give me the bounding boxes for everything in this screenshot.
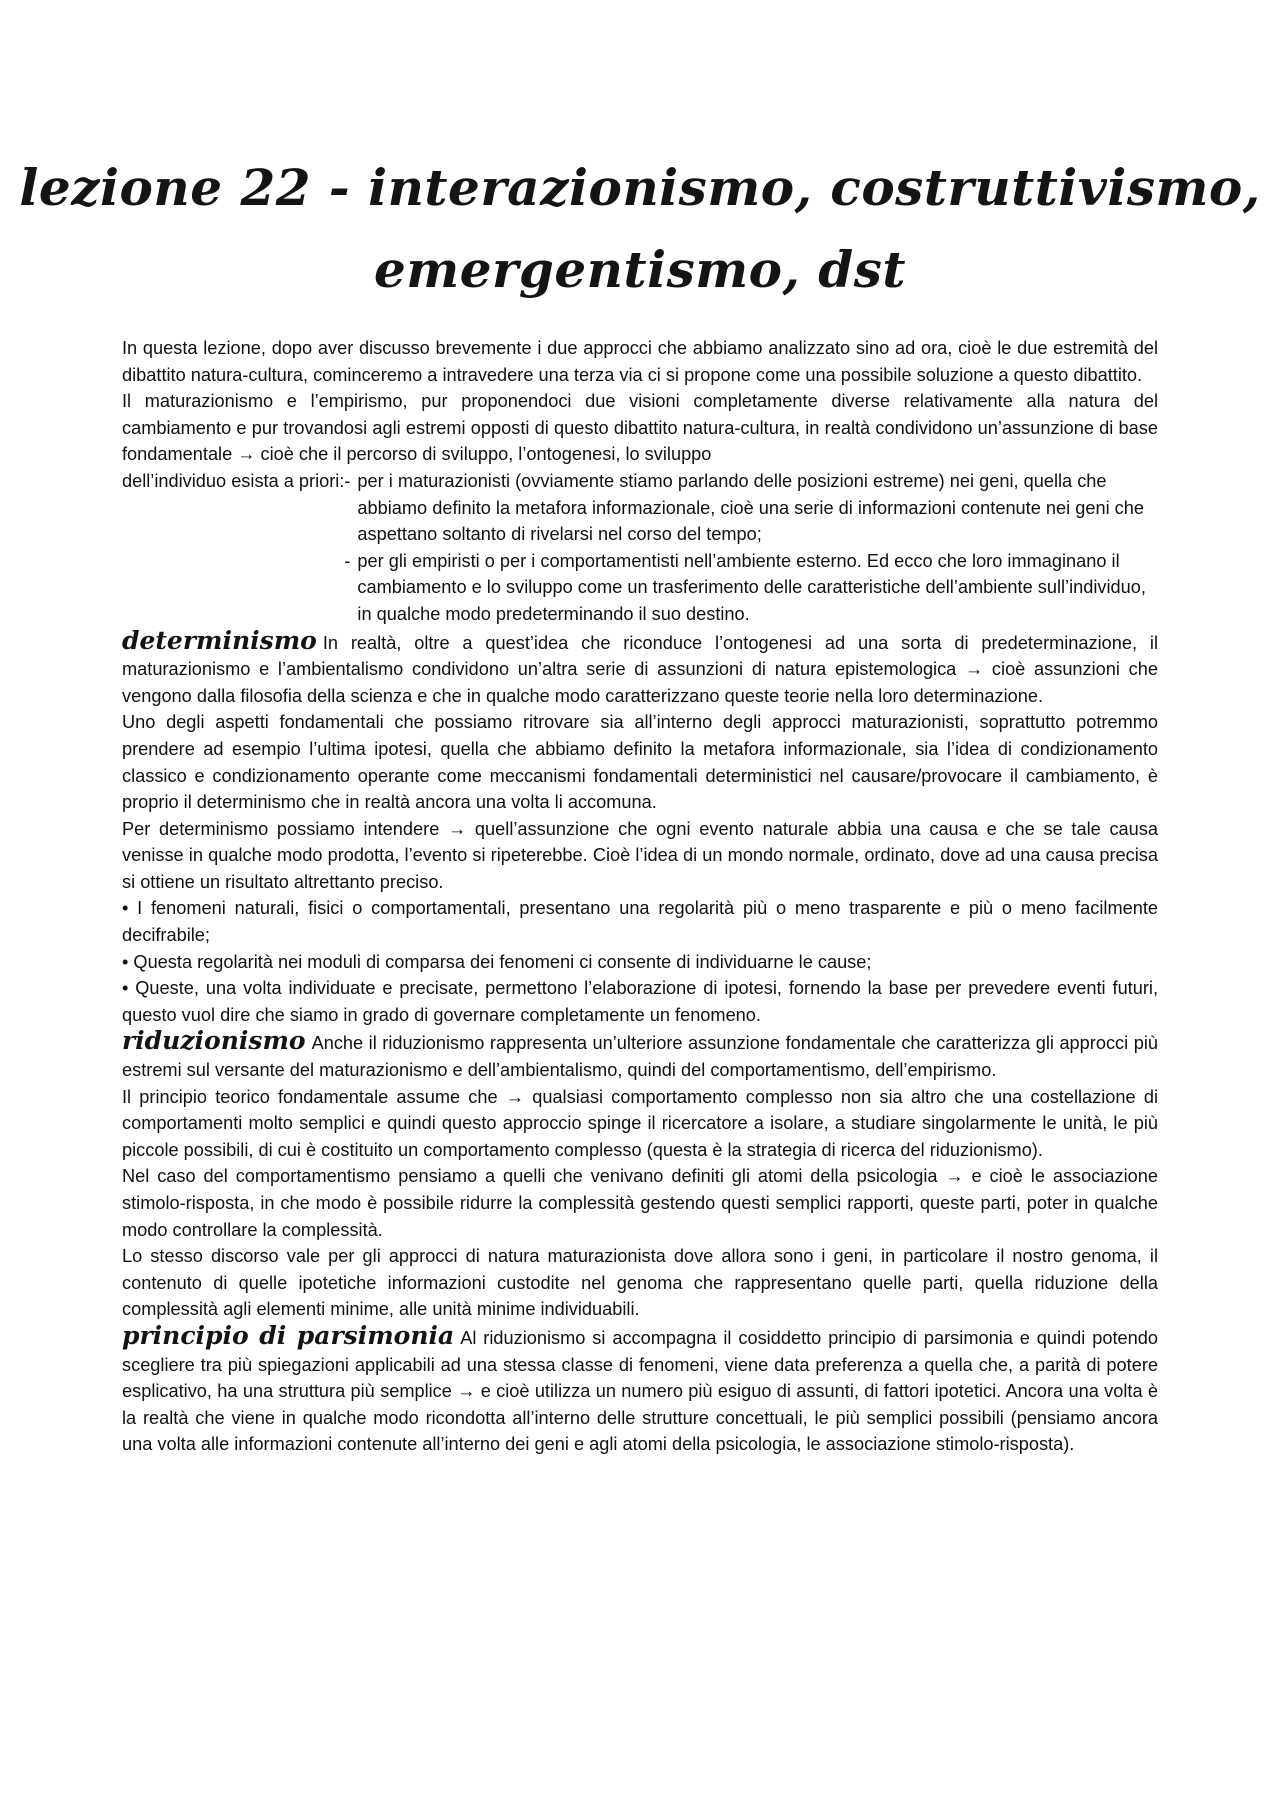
dash-marker: - (344, 550, 351, 571)
list-item (344, 548, 1158, 628)
riduzionismo-section (122, 1028, 1158, 1083)
list-item-text: per i maturazionisti (ovviamente stiamo parlando delle posizioni estreme) nei geni, quella che abbiamo definito la metafora informazionale, cioè una serie di informazioni contenute nei geni che aspettano soltanto di rivelarsi nel corso del tempo; (357, 470, 1144, 545)
dash-marker: - (344, 470, 351, 491)
parsimonia-text: Al riduzionismo si accompagna il cosiddetto principio di parsimonia e quindi potendo scegliere tra più spiegazioni applicabili ad una stessa classe di fenomeni, viene data preferenza a quella che, a parità di potere esplicativo, ha una struttura più semplice → e cioè utilizza un numero più esiguo di assunti, di fattori ipotetici. Ancora una volta è la realtà che viene in qualche modo ricondotta all’interno delle strutture concettuali, le più semplici possibili (pensiamo ancora una volta alle informazioni contenute all’interno dei geni e agli atomi della psicologia, le associazione stimolo-risposta). (122, 1327, 1158, 1455)
bullet-item: • Questa regolarità nei moduli di comparsa dei fenomeni ci consente di individuarne le cause; (122, 951, 872, 972)
a-priori-list (344, 468, 1158, 628)
keyword-determinismo: determinismo (122, 625, 317, 655)
riduzionismo-paragraph-4: Lo stesso discorso vale per gli approcci di natura maturazionista dove allora sono i geni, in particolare il nostro genoma, il contenuto di quelle ipotetiche informazioni custodite nel genoma che rappresentano quelle parti, quella riduzione della complessità agli elementi minime, alle unità minime individuabili. (122, 1246, 1158, 1320)
list-item (344, 468, 1158, 548)
bullet-item: • Queste, una volta individuate e precisate, permettono l’elaborazione di ipotesi, fornendo la base per prevedere eventi futuri, questo vuol dire che siamo in grado di governare completamente un fenomeno. (122, 978, 1158, 1025)
riduzionismo-paragraph-3: Nel caso del comportamentismo pensiamo a quelli che venivano definiti gli atomi della psicologia → e cioè le associazione stimolo-risposta, in che modo è possibile ridurre la complessità gestendo questi semplici rapporti, queste parti, poter in qualche modo controllare la complessità. (122, 1166, 1158, 1240)
intro-paragraph: In questa lezione, dopo aver discusso brevemente i due approcci che abbiamo analizzato sino ad ora, cioè le due estremità del dibattito natura-cultura, cominceremo a intravedere una terza via ci si propone come una possibile soluzione a questo dibattito. (122, 338, 1158, 385)
keyword-riduzionismo: riduzionismo (122, 1026, 306, 1056)
riduzionismo-text: Anche il riduzionismo rappresenta un’ulteriore assunzione fondamentale che caratterizza gli approcci più estremi sul versante del maturazionismo e dell’ambientalismo, quindi del comportamentismo, dell’empirismo. (122, 1033, 1158, 1081)
keyword-principio-di-parsimonia: principio di parsimonia (122, 1320, 455, 1350)
parsimonia-section (122, 1320, 1158, 1458)
page-title-line-1: lezione 22 - interazionismo, costruttivismo, (19, 158, 1261, 217)
riduzionismo-paragraph-2: Il principio teorico fondamentale assume che → qualsiasi comportamento complesso non sia altro che una costellazione di comportamenti molto semplici e quindi questo approccio spinge il ricercatore a isolare, a studiare singolarmente le unità, le più piccole possibili, di cui è costituito un comportamento complesso (questa è la strategia di ricerca del riduzionismo). (122, 1086, 1158, 1160)
determinismo-section (122, 625, 1158, 710)
paragraph-maturazionismo-empirismo: Il maturazionismo e l’empirismo, pur proponendoci due visioni completamente diverse relativamente alla natura del cambiamento e pur trovandosi agli estremi opposti di questo dibattito natura-cultura, in realtà condividono un’assunzione di base fondamentale → cioè che il percorso di sviluppo, l’ontogenesi, lo sviluppo (122, 391, 1158, 465)
determinismo-paragraph-2: Uno degli aspetti fondamentali che possiamo ritrovare sia all’interno degli approcci maturazionisti, soprattutto potremmo prendere ad esempio l’ultima ipotesi, quella che abbiamo definito la metafora informazionale, sia l’idea di condizionamento classico e condizionamento operante come meccanismi fondamentali deterministici nel causare/provocare il cambiamento, è proprio il determinismo che in realtà ancora una volta li accomuna. (122, 712, 1158, 813)
page-title-line-2: emergentismo, dst (373, 240, 906, 299)
list-item-text: per gli empiristi o per i comportamentisti nell’ambiente esterno. Ed ecco che loro immaginano il cambiamento e lo sviluppo come un trasferimento delle caratteristiche dell’ambiente sull’individuo, in qualche modo predeterminando il suo destino. (357, 550, 1146, 624)
bullet-item: • I fenomeni naturali, fisici o comportamentali, presentano una regolarità più o meno trasparente e più o meno facilmente decifrabile; (122, 898, 1158, 946)
a-priori-list-block (122, 468, 1158, 628)
document-body (122, 335, 1158, 1458)
determinismo-paragraph-3: Per determinismo possiamo intendere → quell’assunzione che ogni evento naturale abbia una causa e che se tale causa venisse in qualche modo prodotta, l’evento si ripeterebbe. Cioè l’idea di un mondo normale, ordinato, dove ad una causa precisa si ottiene un risultato altrettanto preciso. (122, 818, 1158, 892)
a-priori-lead-text: dell’individuo esista a priori: (122, 470, 345, 491)
determinismo-text: In realtà, oltre a quest’idea che riconduce l’ontogenesi ad una sorta di predeterminazione, il maturazionismo e l’ambientalismo condividono un’altra serie di assunzioni di natura epistemologica → cioè assunzioni che vengono dalla filosofia della scienza e che in qualche modo caratterizzano queste teorie nella loro determinazione. (122, 632, 1158, 706)
